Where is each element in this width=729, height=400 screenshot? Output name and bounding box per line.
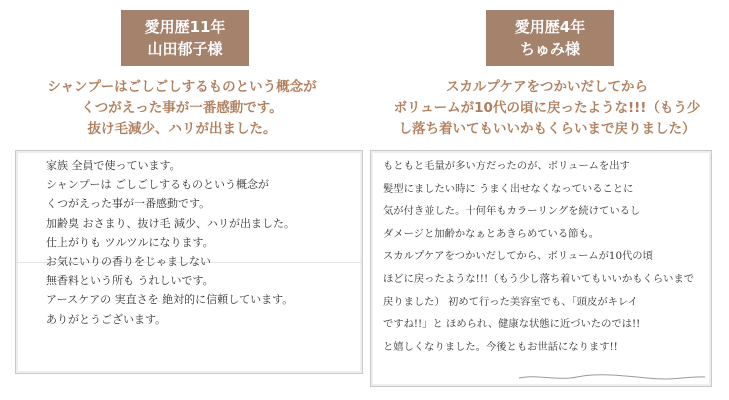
testimonial-right	[365, 0, 729, 400]
testimonial-headline	[0, 77, 364, 140]
headline-line: スカルプケアをつかいだしてから	[445, 79, 649, 95]
letter-line: 加齢臭 おさまり、抜け毛 減少、ハリが出ました。	[46, 216, 295, 230]
handwritten-letter	[15, 150, 363, 374]
usage-years: 愛用歴11年	[144, 18, 226, 36]
letter-line: ですね!!」と ほめられ、健康な状態に近づいたのでは!!	[383, 318, 641, 331]
letter-text	[16, 156, 362, 329]
headline-line: し落ち着いてもいいかもくらいまで戻りました）	[398, 121, 696, 137]
letter-line: 家族 全員で使っています。	[46, 159, 181, 172]
letter-line: ダメージと加齢かなぁとあきらめている節も。	[383, 227, 600, 240]
letter-line: 気が付き並した。十何年もカラーリングを続けているし	[383, 205, 641, 218]
headline-line: 抜け毛減少、ハリが出ました。	[87, 121, 277, 137]
letter-line: くつがえった事が一番感動です。	[46, 197, 211, 211]
usage-years: 愛用歴4年	[514, 18, 586, 36]
letter-line: ほどに戻ったような!!!（もう少し落ち着いてもいいかもくらいまで	[383, 272, 695, 285]
headline-line: くつがえった事が一番感動です。	[81, 100, 283, 116]
testimonial-headline	[365, 77, 729, 140]
letter-line: 無香料という所も うれしいです。	[46, 274, 214, 288]
letter-line: と嬉しくなりました。今後ともお世話になります!!	[383, 340, 618, 353]
customer-badge	[121, 10, 249, 66]
letter-line: シャンプーは ごしごしするものという概念が	[46, 178, 269, 192]
letter-line: 髪型にましたい時に うまく出せなくなっていることに	[383, 182, 634, 195]
letter-line: スカルプケアをつかいだしてから、ボリュームが10代の頃	[383, 250, 653, 263]
letter-line: ありがとうございます。	[46, 312, 167, 326]
customer-name: ちゅみ様	[519, 40, 580, 58]
headline-line: シャンプーはごしごしするものという概念が	[47, 79, 317, 95]
letter-text	[371, 155, 711, 358]
letter-line: 仕上がりも ツルツルになります。	[46, 235, 214, 249]
testimonial-left	[0, 0, 364, 400]
handwritten-letter	[370, 150, 712, 387]
headline-line: ボリュームが10代の頃に戻ったような!!!（もう少	[393, 100, 701, 116]
signature-scribble	[517, 372, 707, 382]
customer-badge	[486, 10, 614, 66]
letter-line: お気にいりの香りをじゃましない	[46, 255, 211, 269]
letter-line: アースケアの 実直さを 絶対的に信頼しています。	[46, 293, 294, 307]
letter-line: もともと毛量が多い方だったのが、ボリュームを出す	[383, 160, 630, 172]
letter-line: 戻りました） 初めて行った美容室でも、「頭皮がキレイ	[383, 295, 638, 308]
customer-name: 山田郁子様	[147, 40, 223, 58]
